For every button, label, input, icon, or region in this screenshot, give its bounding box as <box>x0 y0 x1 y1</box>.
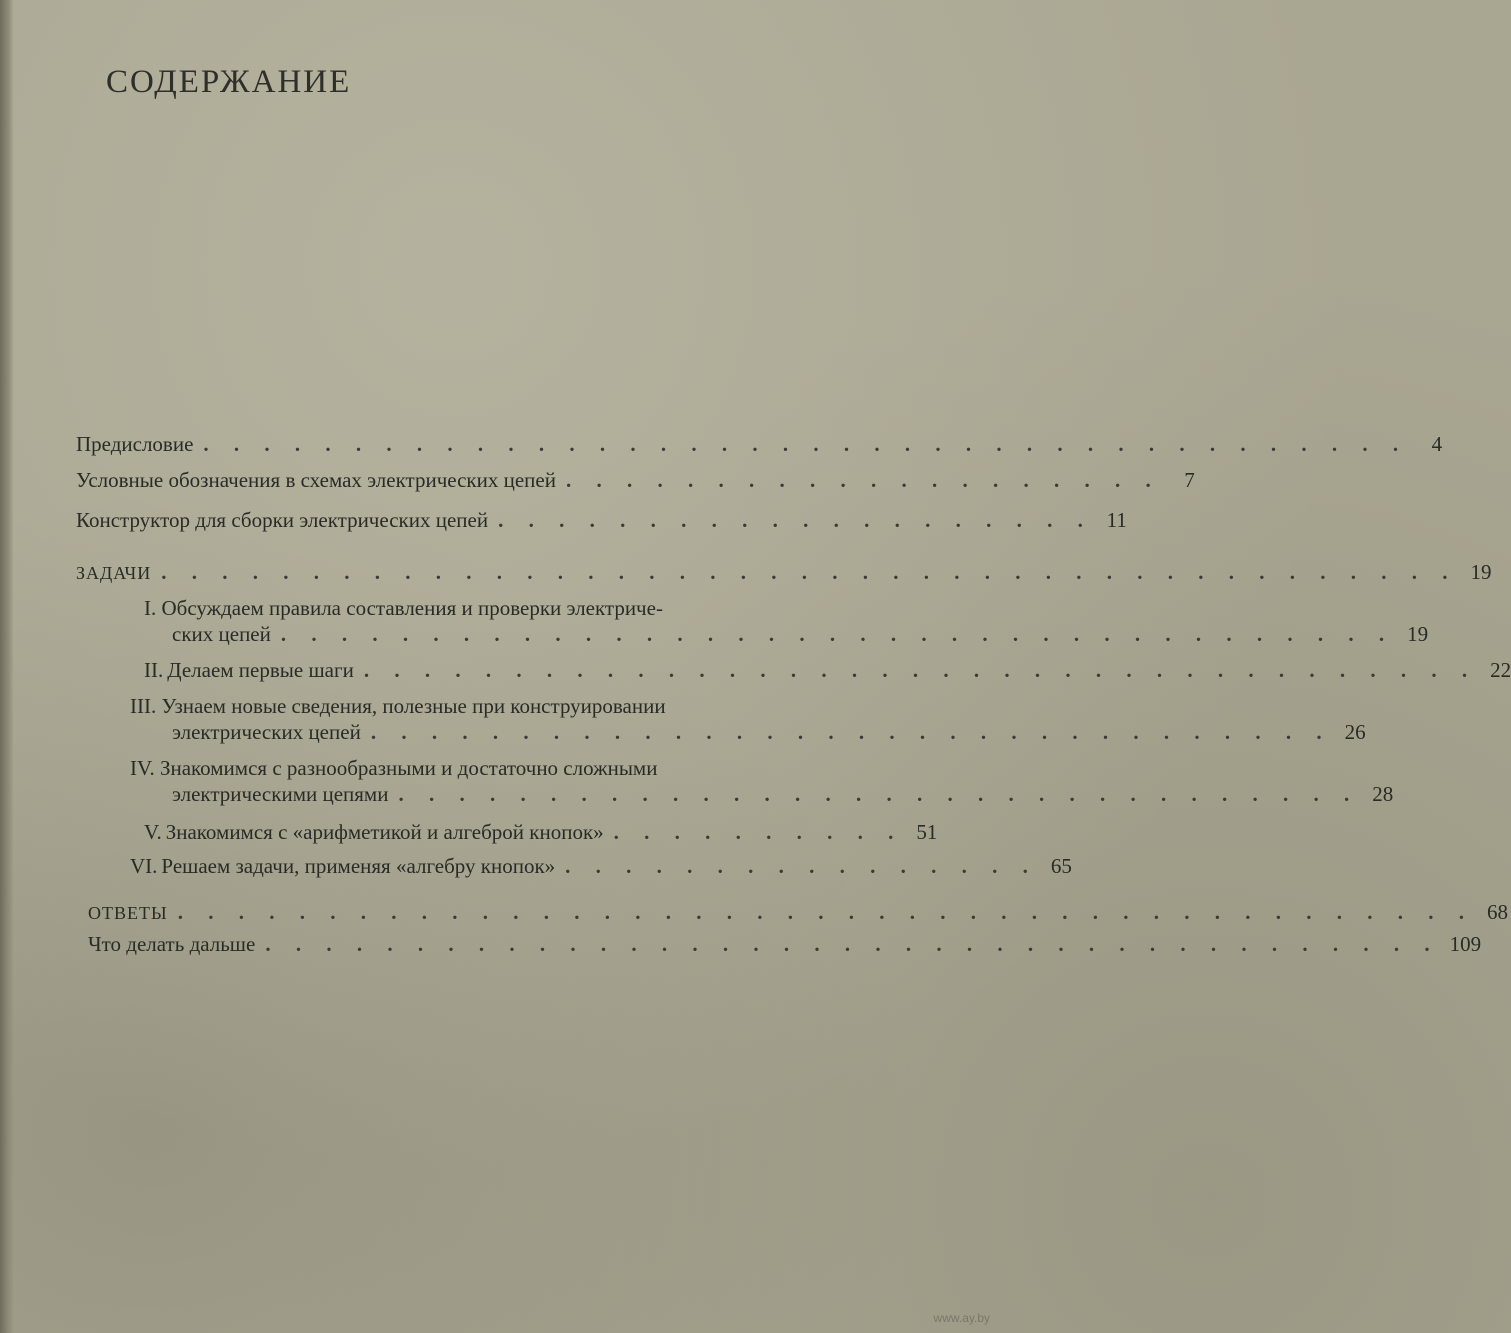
toc-entry-page: 65 <box>1050 854 1072 878</box>
toc-entry-answers[interactable] <box>88 900 1508 925</box>
chapter-number: VI. <box>130 854 158 878</box>
contents-title: СОДЕРЖАНИЕ <box>106 64 352 100</box>
toc-chapter-1[interactable] <box>172 622 1429 646</box>
toc-entry-page: 68 <box>1486 900 1508 924</box>
toc-entry-page: 109 <box>1449 932 1482 956</box>
toc-entry-page: 11 <box>1106 508 1127 532</box>
toc-entry-page: 4 <box>1431 432 1443 456</box>
toc-entry-label: Конструктор для сборки электрических цепей <box>76 508 489 532</box>
chapter-title-line2: электрических цепей <box>172 720 361 744</box>
chapter-title-line1: Знакомимся с разнообразными и достаточно сложными <box>159 756 658 780</box>
chapter-title: Делаем первые шаги <box>167 658 354 682</box>
toc-chapter-6[interactable] <box>130 854 1072 878</box>
toc-chapter-3-heading[interactable] <box>130 694 666 718</box>
site-watermark: www.ay.by <box>933 1311 990 1325</box>
toc-chapter-5[interactable] <box>144 820 938 844</box>
toc-leader-dots: . . . . . . . . . . . . . . . . . . . . . . . . . . . . . . . . . . . . . . . <box>265 932 1440 956</box>
toc-leader-dots: . . . . . . . . . . . . . . . . . . . . . . . . . . . . . . . . . . . . . . . . <box>203 432 1409 456</box>
toc-entry-page: 51 <box>916 820 938 844</box>
toc-section-tasks[interactable] <box>76 560 1492 585</box>
toc-entry-what-next[interactable] <box>88 932 1482 956</box>
toc-leader-dots: . . . . . . . . . . . . . . . . . . . . . . . . . . . . . . . . . . . . . <box>280 622 1395 646</box>
chapter-title-line1: Узнаем новые сведения, полезные при конструировании <box>161 694 666 718</box>
toc-chapter-3[interactable] <box>172 720 1366 744</box>
chapter-title-line2: ских цепей <box>172 622 271 646</box>
toc-leader-dots: . . . . . . . . . . . . . . . . . . . . <box>565 468 1161 492</box>
chapter-number: III. <box>130 694 157 718</box>
toc-entry-symbols[interactable] <box>76 468 1195 492</box>
toc-section-label: ЗАДАЧИ <box>76 563 152 583</box>
toc-entry-page: 22 <box>1490 658 1511 682</box>
chapter-number: II. <box>144 658 164 682</box>
toc-entry-label: Что делать дальше <box>88 932 256 956</box>
chapter-title: Знакомимся с «арифметикой и алгеброй кнопок» <box>165 820 604 844</box>
toc-chapter-1-heading[interactable] <box>144 596 663 620</box>
toc-leader-dots: . . . . . . . . . . . . . . . . . . . . . . . . . . . . . . . . <box>370 720 1332 744</box>
chapter-title-line2: электрическими цепями <box>172 782 389 806</box>
toc-entry-page: 19 <box>1407 622 1429 646</box>
chapter-number: IV. <box>130 756 155 780</box>
toc-entry-preface[interactable] <box>76 432 1443 456</box>
toc-chapter-4[interactable] <box>172 782 1394 806</box>
toc-entry-label: Условные обозначения в схемах электрических цепей <box>76 468 556 492</box>
toc-leader-dots: . . . . . . . . . . . . . . . . . . . . . . . . . . . . . . . . . . . . . . . . . . . <box>177 900 1474 924</box>
toc-leader-dots: . . . . . . . . . . <box>613 820 904 844</box>
toc-leader-dots: . . . . . . . . . . . . . . . . <box>565 854 1038 878</box>
toc-section-label: ОТВЕТЫ <box>88 903 168 923</box>
chapter-number: I. <box>144 596 157 620</box>
toc-leader-dots: . . . . . . . . . . . . . . . . . . . . . . . . . . . . . . . . <box>398 782 1360 806</box>
chapter-title: Решаем задачи, применяя «алгебру кнопок» <box>161 854 556 878</box>
toc-entry-page: 28 <box>1372 782 1394 806</box>
chapter-number: V. <box>144 820 162 844</box>
toc-entry-page: 7 <box>1184 468 1195 492</box>
toc-leader-dots: . . . . . . . . . . . . . . . . . . . . . . . . . . . . . . . . . . . . . . . . . . . <box>161 560 1458 584</box>
toc-chapter-4-heading[interactable] <box>130 756 657 780</box>
toc-chapter-2[interactable] <box>144 658 1511 682</box>
toc-entry-label: Предисловие <box>76 432 194 456</box>
chapter-title-line1: Обсуждаем правила составления и проверки электриче- <box>161 596 663 620</box>
toc-entry-page: 26 <box>1344 720 1366 744</box>
toc-entry-page: 19 <box>1470 560 1492 584</box>
toc-entry-constructor[interactable] <box>76 508 1127 532</box>
toc-leader-dots: . . . . . . . . . . . . . . . . . . . . . . . . . . . . . . . . . . . . . <box>363 658 1478 682</box>
toc-leader-dots: . . . . . . . . . . . . . . . . . . . . <box>498 508 1093 532</box>
